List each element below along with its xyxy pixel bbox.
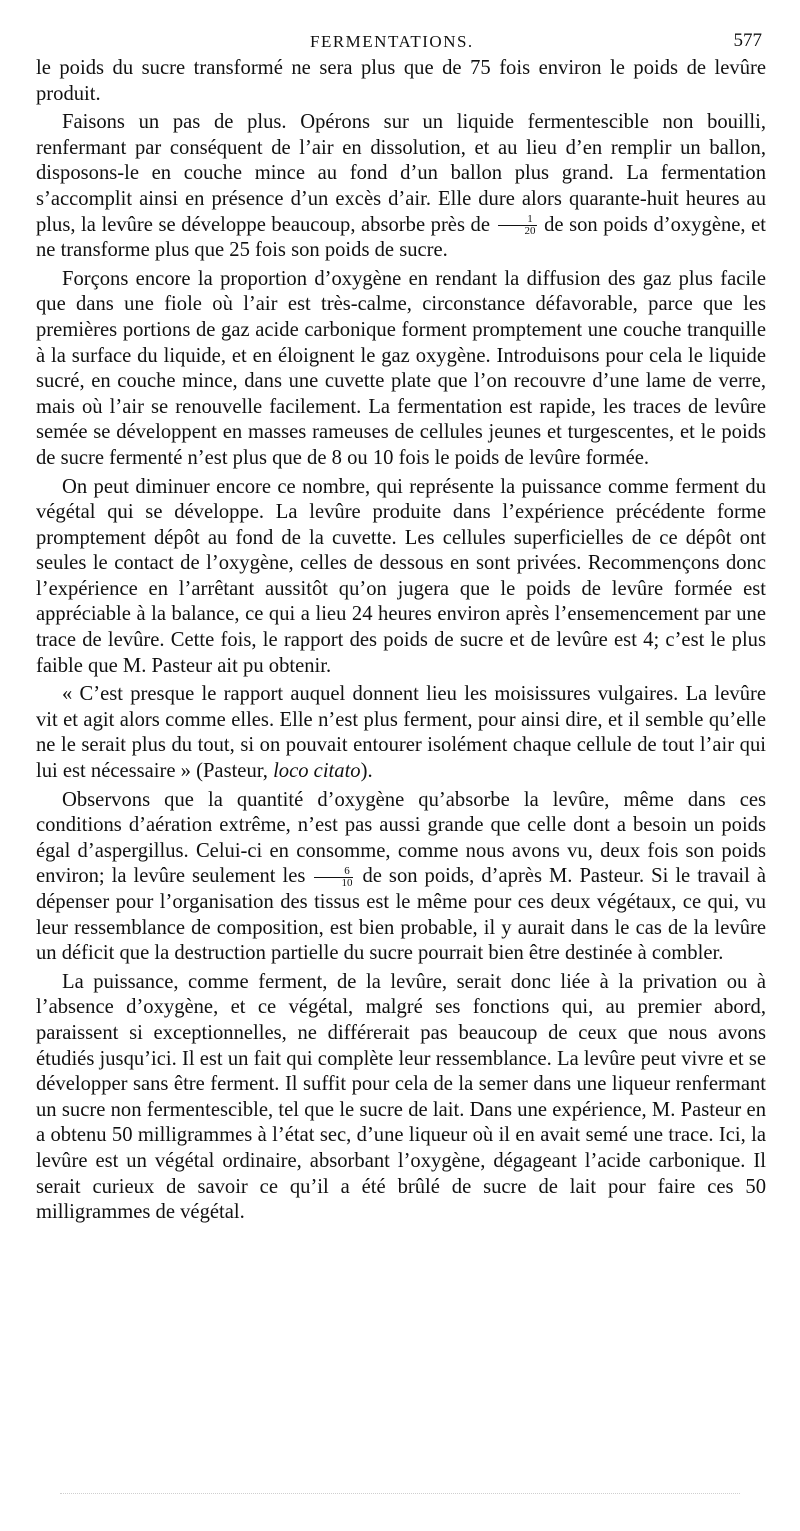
- paragraph-6: [36, 788, 766, 967]
- running-title: FERMENTATIONS.: [310, 32, 474, 51]
- paragraph-5-quote: [36, 682, 766, 784]
- fraction-denominator: 10: [341, 877, 353, 890]
- fraction-numerator: 6: [314, 866, 353, 878]
- fraction-numerator: 1: [498, 214, 537, 226]
- fraction-one-twentieth: [498, 214, 537, 237]
- paragraph-1: le poids du sucre transformé ne sera plus que de 75 fois environ le poids de levûre produit.: [36, 57, 766, 105]
- paragraph-5-text-a: « C’est presque le rapport auquel donnent lieu les moisissures vulgaires. La levûre vit et agit alors comme elles. Elle n’est plus ferment, pour ainsi dire, et il semble qu’elle ne le serait plus du tout, si on pouvait entourer isolément chaque cellule de tout l’air qui lui est nécessaire » (Pasteur,: [36, 683, 766, 783]
- paragraph-2-text-a: Faisons un pas de plus. Opérons sur un liquide fermentescible non bouilli, renfermant par conséquent de l’air en dissolution, et au lieu d’en remplir un ballon, disposons-le en couche mince au fond d’un ballon plus grand. La fermentation s’accomplit ainsi en présence d’un excès d’air. Elle dure alors quarante-huit heures au plus, la levûre se développe beaucoup, absorbe près de: [36, 111, 766, 236]
- scan-artifact-line: [60, 1493, 740, 1500]
- paragraph-7: La puissance, comme ferment, de la levûre, serait donc liée à la privation ou à l’absence d’oxygène, et ce végétal, malgré ses fonctions qui, au premier abord, paraissent si exceptionnelles, ne différerait pas beaucoup de ceux que nous avons étudiés jusqu’ici. Il est un fait qui complète leur ressemblance. La levûre peut vivre et se développer sans être ferment. Il suffit pour cela de la semer dans une liqueur renfermant un sucre non fermentescible, tel que le sucre de lait. Dans une expérience, M. Pasteur en a obtenu 50 milligrammes à l’état sec, d’une liqueur où il en avait semé une trace. Ici, la levûre est un végétal ordinaire, absorbant l’oxygène, dégageant l’acide carbonique. Il serait curieux de savoir ce qu’il a été brûlé de sucre de lait pour faire ces 50 milligrammes de végétal.: [36, 970, 766, 1224]
- paragraph-6-text-a: Observons que la quantité d’oxygène qu’absorbe la levûre, même dans ces conditions d’aération extrême, n’est pas aussi grande que celle dont a besoin un poids égal d’aspergillus. Celui-ci en consomme, comme nous avons vu, deux fois son poids environ; la levûre seulement les: [36, 788, 766, 888]
- body-text: [36, 56, 766, 1226]
- citation-italic: loco citato: [273, 760, 361, 783]
- paragraph-2: [36, 110, 766, 264]
- book-page: [36, 26, 766, 1229]
- fraction-six-tenths: [314, 866, 353, 889]
- paragraph-4: On peut diminuer encore ce nombre, qui représente la puissance comme ferment du végétal qui se développe. La levûre produite dans l’expérience précédente forme promptement dépôt au fond de la cuvette. Les cellules superficielles de ce dépôt ont seules le contact de l’oxygène, celles de dessous en sont privées. Recommençons donc l’expérience en l’arrêtant aussitôt qu’on jugera que le poids de levûre formée est appréciable à la balance, ce qui a lieu 24 heures environ après l’ensemencement par une trace de levûre. Cette fois, le rapport des poids de sucre et de levûre est 4; c’est le plus faible que M. Pasteur ait pu obtenir.: [36, 475, 766, 677]
- fraction-denominator: 20: [524, 225, 536, 238]
- page-number: 577: [733, 30, 762, 51]
- paragraph-2-text-b: de son poids d’oxygène, et ne transforme plus que 25 fois son poids de sucre.: [36, 213, 766, 262]
- paragraph-5-text-b: ).: [360, 760, 373, 783]
- page-header: [36, 26, 766, 56]
- paragraph-6-text-b: de son poids, d’après M. Pasteur. Si le travail à dépenser pour l’organisation des tissus est le même pour ces deux végétaux, ce qui, vu leur ressemblance de composition, est bien probable, il y aurait dans le cas de la levûre un déficit que la destruction partielle du sucre pourrait bien être destinée à combler.: [36, 865, 766, 965]
- paragraph-3: Forçons encore la proportion d’oxygène en rendant la diffusion des gaz plus facile que dans une fiole où l’air est très-calme, circonstance défavorable, parce que les premières portions de gaz acide carbonique forment promptement une couche tranquille à la surface du liquide, et en éloignent le gaz oxygène. Introduisons pour cela le liquide sucré, en couche mince, dans une cuvette plate que l’on recouvre d’une lame de verre, mais où l’air se renouvelle facilement. La fermentation est rapide, les traces de levûre semée se développent en masses rameuses de cellules jeunes et turgescentes, et le poids de sucre fermenté n’est plus que de 8 ou 10 fois le poids de levûre formée.: [36, 267, 766, 469]
